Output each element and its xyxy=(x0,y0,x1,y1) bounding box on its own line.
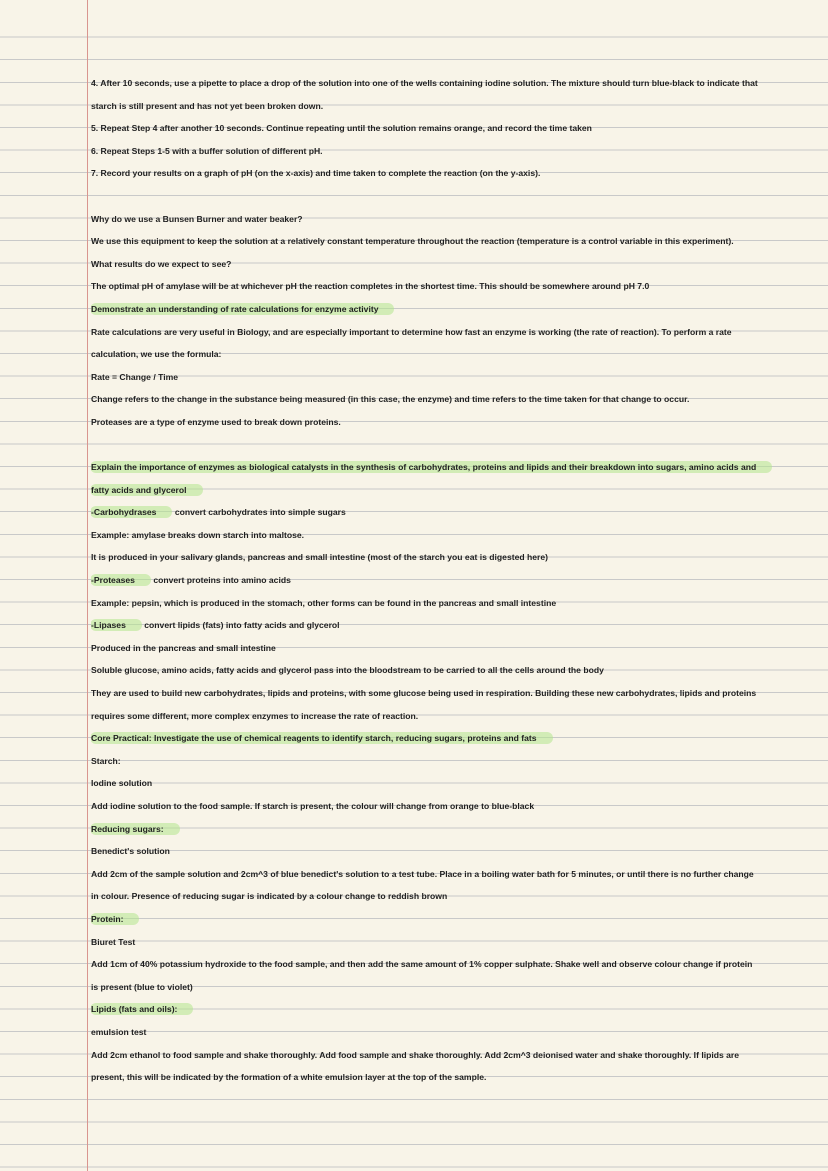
note-line xyxy=(91,795,821,818)
note-line xyxy=(91,208,821,231)
note-line xyxy=(91,976,821,999)
note-line xyxy=(91,388,821,411)
note-text: We use this equipment to keep the solution at a relatively constant temperature throughout the reaction (temperature is a control variable in this experiment). xyxy=(91,236,734,247)
note-line xyxy=(91,479,821,502)
note-text: convert proteins into amino acids xyxy=(150,575,291,586)
note-text: emulsion test xyxy=(91,1026,147,1037)
note-text: Starch: xyxy=(91,755,121,766)
note-line xyxy=(91,637,821,660)
note-line xyxy=(91,117,821,140)
margin-line xyxy=(87,0,88,1171)
note-line xyxy=(91,863,821,886)
note-text: present, this will be indicated by the formation of a white emulsion layer at the top of the sample. xyxy=(91,1072,487,1083)
note-line xyxy=(91,434,821,457)
note-text: Add 2cm ethanol to food sample and shake thoroughly. Add food sample and shake thoroughly. Add 2cm^3 deionised water and shake thoroughly. If lipids are xyxy=(91,1049,740,1060)
note-text: Add 1cm of 40% potassium hydroxide to the food sample, and then add the same amount of 1% copper sulphate. Shake well and observe colour change if protein xyxy=(91,959,753,970)
note-line xyxy=(91,727,821,750)
note-text: What results do we expect to see? xyxy=(91,258,232,269)
note-text: starch is still present and has not yet been broken down. xyxy=(91,100,324,111)
note-line xyxy=(91,750,821,773)
note-line xyxy=(91,840,821,863)
note-line xyxy=(91,818,821,841)
note-line xyxy=(91,95,821,118)
note-line xyxy=(91,592,821,615)
note-text: They are used to build new carbohydrates, lipids and proteins, with some glucose being used in respiration. Building these new carbohydrates, lipids and proteins xyxy=(91,688,757,699)
highlighted-heading: Lipids (fats and oils): xyxy=(91,1003,193,1015)
highlighted-heading: Demonstrate an understanding of rate calculations for enzyme activity xyxy=(91,303,394,315)
note-line xyxy=(91,885,821,908)
highlighted-heading: Protein: xyxy=(91,913,139,925)
note-line xyxy=(91,953,821,976)
note-line xyxy=(91,185,821,208)
note-text: Rate calculations are very useful in Biology, and are especially important to determine how fast an enzyme is working (the rate of reaction). To perform a rate xyxy=(91,326,732,337)
note-text: Example: amylase breaks down starch into maltose. xyxy=(91,529,305,540)
note-text: Soluble glucose, amino acids, fatty acids and glycerol pass into the bloodstream to be carried to all the cells around the body xyxy=(91,665,604,676)
note-line xyxy=(91,682,821,705)
highlighted-heading: fatty acids and glycerol xyxy=(91,484,203,496)
note-text: calculation, we use the formula: xyxy=(91,349,222,360)
note-text: The optimal pH of amylase will be at whichever pH the reaction completes in the shortest time. This should be somewhere around pH 7.0 xyxy=(91,281,650,292)
note-text: convert carbohydrates into simple sugars xyxy=(172,507,346,518)
note-line xyxy=(91,298,821,321)
note-line xyxy=(91,614,821,637)
note-line xyxy=(91,998,821,1021)
note-line xyxy=(91,253,821,276)
note-line xyxy=(91,275,821,298)
note-line xyxy=(91,1066,821,1089)
note-line xyxy=(91,501,821,524)
note-text: Rate = Change / Time xyxy=(91,371,178,382)
note-text: Add iodine solution to the food sample. If starch is present, the colour will change from orange to blue-black xyxy=(91,801,535,811)
highlighted-term: -Proteases xyxy=(91,574,151,586)
note-line xyxy=(91,569,821,592)
note-text: Proteases are a type of enzyme used to break down proteins. xyxy=(91,416,341,427)
note-line xyxy=(91,1021,821,1044)
highlighted-term: -Lipases xyxy=(91,619,142,631)
note-text: 5. Repeat Step 4 after another 10 seconds. Continue repeating until the solution remains orange, and record the time taken xyxy=(91,123,592,134)
note-text: Example: pepsin, which is produced in the stomach, other forms can be found in the pancreas and small intestine xyxy=(91,597,557,608)
note-text: Biuret Test xyxy=(91,936,136,947)
note-text: is present (blue to violet) xyxy=(91,981,193,992)
note-line xyxy=(91,772,821,795)
note-line xyxy=(91,1044,821,1067)
note-text: Iodine solution xyxy=(91,778,153,789)
highlighted-heading: Core Practical: Investigate the use of chemical reagents to identify starch, reducing sugars, proteins and fats xyxy=(91,732,553,744)
note-line xyxy=(91,366,821,389)
note-text: 6. Repeat Steps 1-5 with a buffer solution of different pH. xyxy=(91,145,323,156)
note-line xyxy=(91,705,821,728)
note-text: 4. After 10 seconds, use a pipette to place a drop of the solution into one of the wells containing iodine solution. The mixture should turn blue-black to indicate that xyxy=(91,78,758,88)
note-line xyxy=(91,659,821,682)
note-text: Why do we use a Bunsen Burner and water beaker? xyxy=(91,213,303,224)
highlighted-heading: Reducing sugars: xyxy=(91,823,180,835)
note-text: It is produced in your salivary glands, pancreas and small intestine (most of the starch you eat is digested here) xyxy=(91,552,549,563)
notes-page xyxy=(91,72,821,1089)
note-text: requires some different, more complex enzymes to increase the rate of reaction. xyxy=(91,710,419,721)
note-text: Benedict's solution xyxy=(91,846,170,857)
note-text: convert lipids (fats) into fatty acids and glycerol xyxy=(141,620,340,631)
note-line xyxy=(91,321,821,344)
note-line xyxy=(91,162,821,185)
note-text: 7. Record your results on a graph of pH (on the x-axis) and time taken to complete the reaction (on the y-axis). xyxy=(91,168,541,179)
highlighted-heading: Explain the importance of enzymes as biological catalysts in the synthesis of carbohydrates, proteins and lipids and their breakdown into sugars, amino acids and xyxy=(91,461,772,473)
note-line xyxy=(91,230,821,253)
note-line xyxy=(91,411,821,434)
note-line xyxy=(91,456,821,479)
note-line xyxy=(91,72,821,95)
note-line xyxy=(91,908,821,931)
note-line xyxy=(91,546,821,569)
note-text: Change refers to the change in the substance being measured (in this case, the enzyme) and time refers to the time taken for that change to occur. xyxy=(91,394,690,405)
note-text: Add 2cm of the sample solution and 2cm^3 of blue benedict's solution to a test tube. Place in a boiling water bath for 5 minutes, or until there is no further change xyxy=(91,868,754,879)
highlighted-term: -Carbohydrases xyxy=(91,506,172,518)
note-text: Produced in the pancreas and small intestine xyxy=(91,642,276,653)
note-line xyxy=(91,343,821,366)
note-text: in colour. Presence of reducing sugar is indicated by a colour change to reddish brown xyxy=(91,891,448,902)
note-line xyxy=(91,931,821,954)
note-line xyxy=(91,140,821,163)
note-line xyxy=(91,524,821,547)
